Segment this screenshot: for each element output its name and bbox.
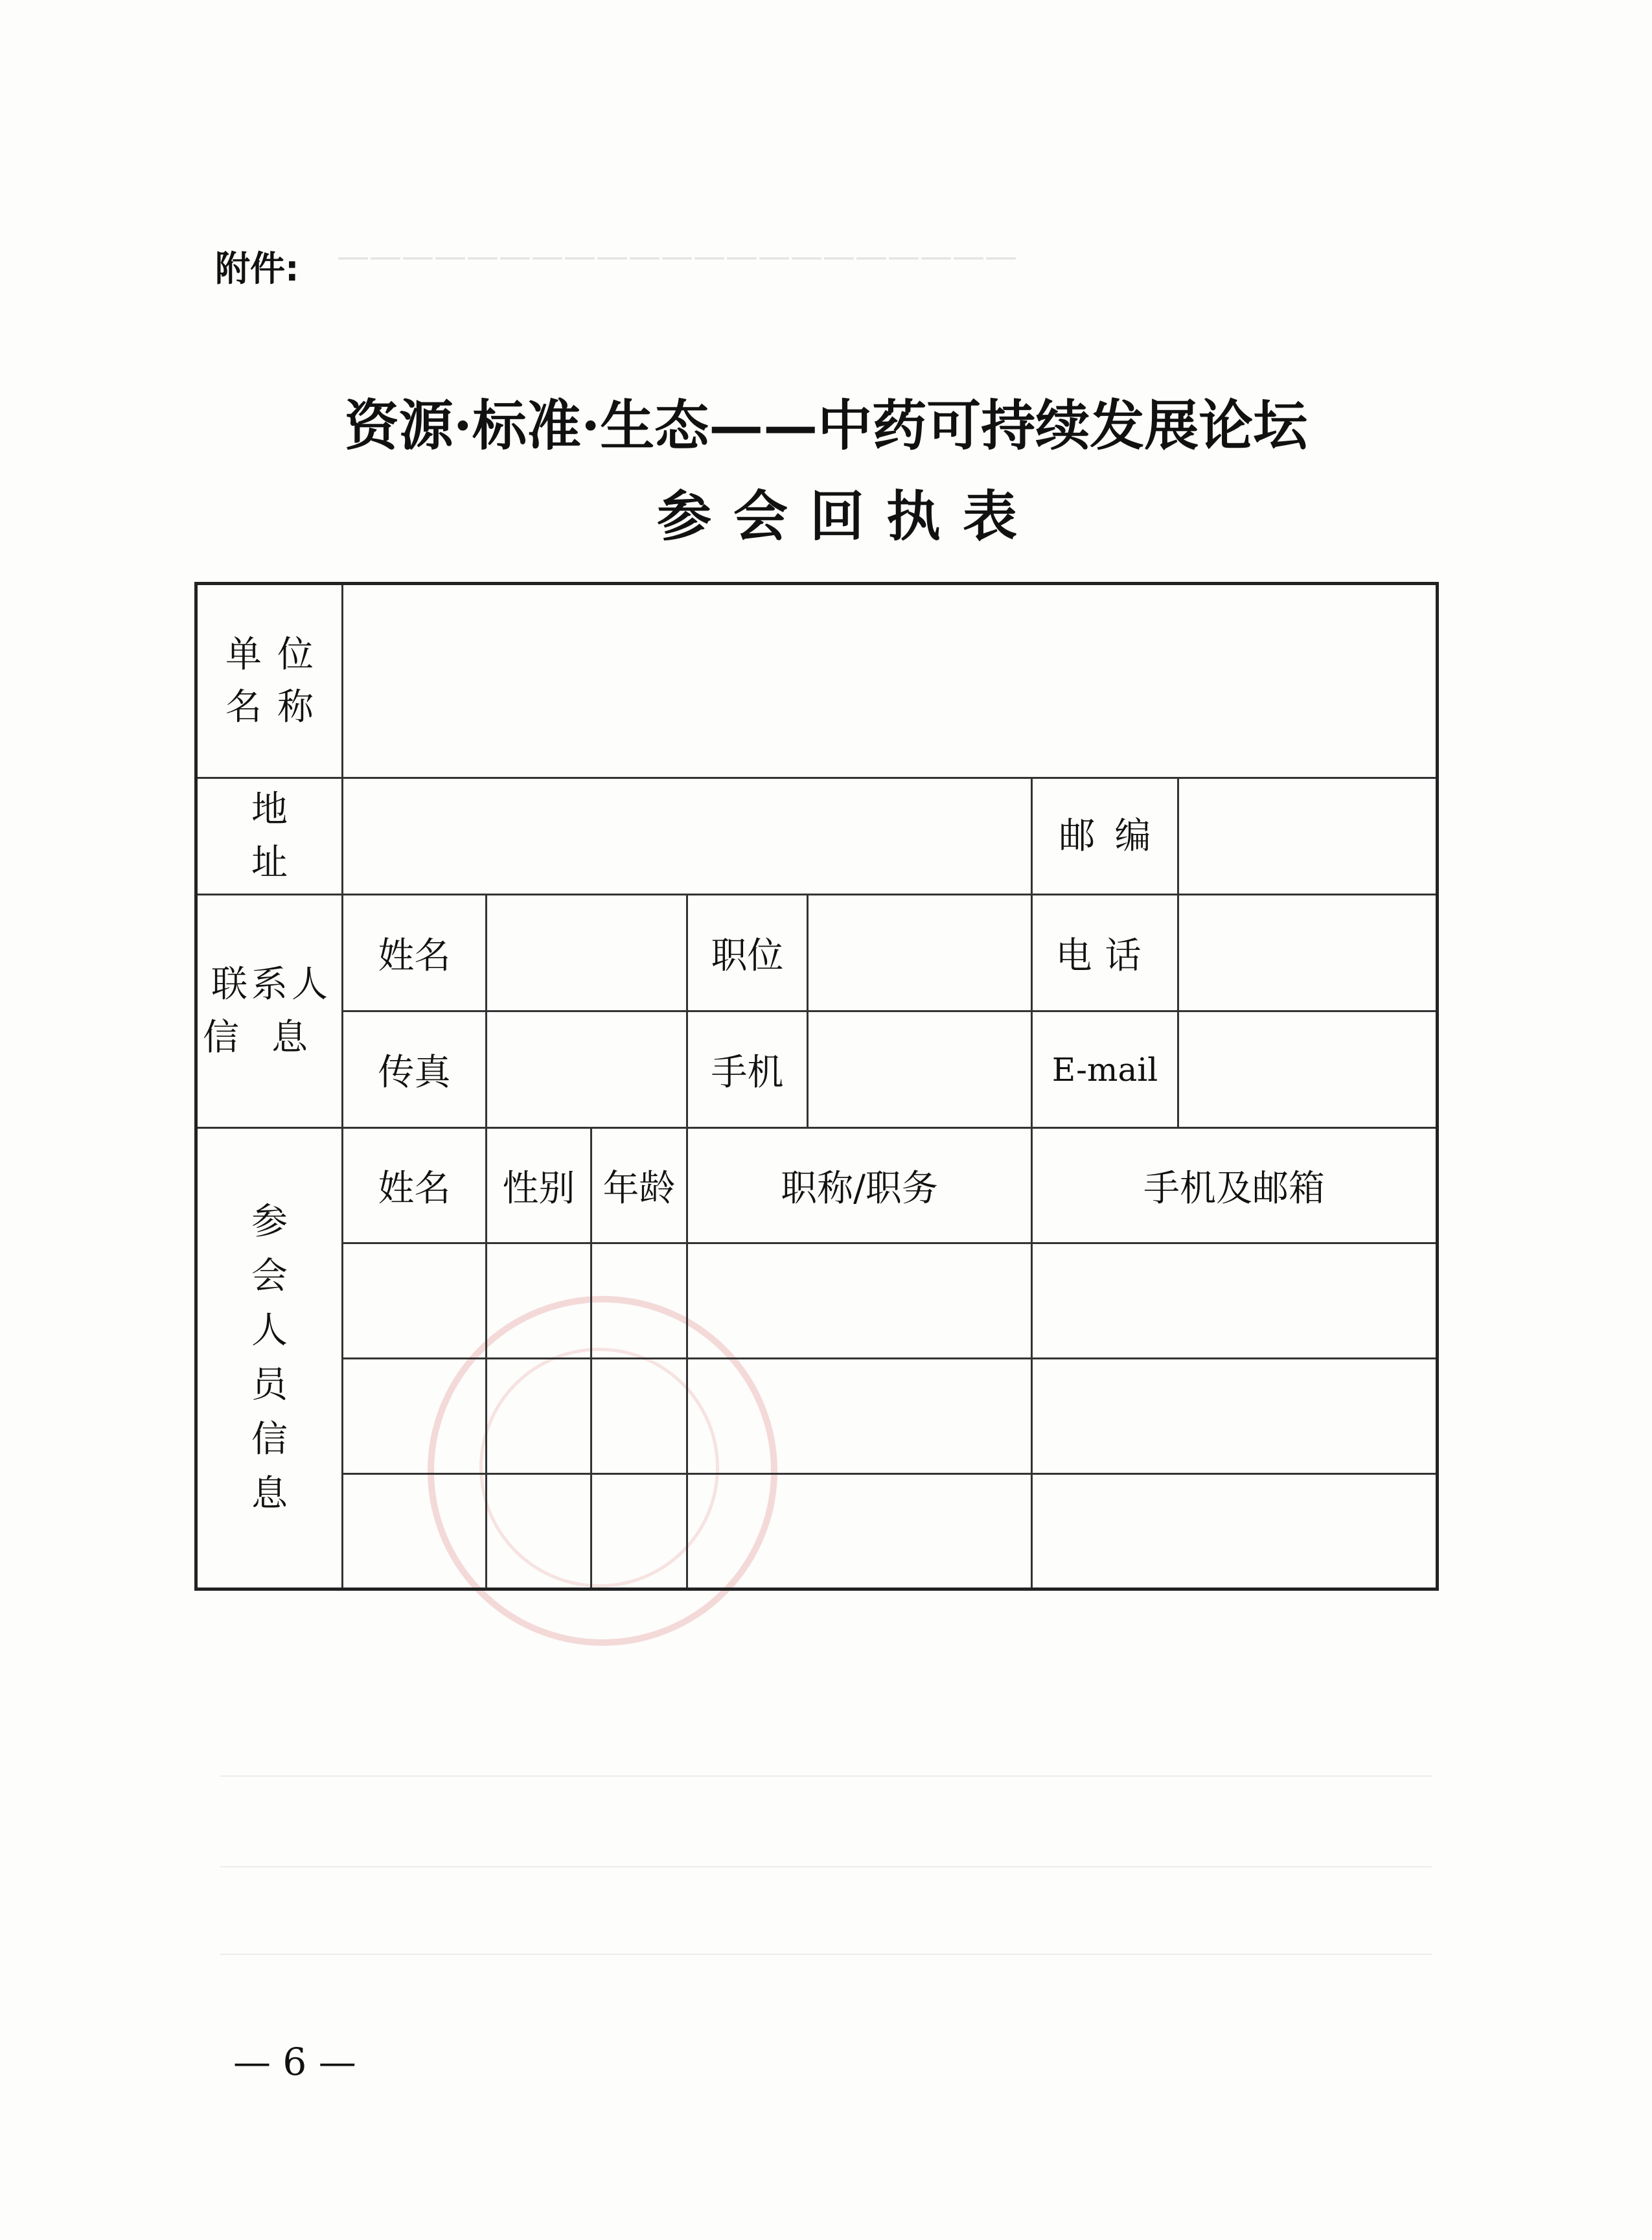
contact-label-cell — [196, 895, 343, 1128]
address-label: 地址 — [251, 789, 333, 884]
contact-row-1 — [196, 895, 1438, 1011]
contact-label-line1: 联系人 — [211, 964, 332, 1006]
attendee-name-input[interactable] — [343, 1474, 487, 1589]
postcode-label: 邮编 — [1059, 814, 1171, 857]
attendee-name-input[interactable] — [343, 1243, 487, 1359]
org-name-row — [196, 584, 1438, 778]
contact-position-input[interactable] — [808, 895, 1032, 1011]
attendee-label-char: 息 — [251, 1473, 288, 1515]
attendee-label-char: 会 — [251, 1255, 288, 1297]
attendee-title-input[interactable] — [687, 1474, 1032, 1589]
contact-fax-label: 传真 — [343, 1011, 487, 1128]
contact-label-line2: 信息 — [203, 1016, 340, 1059]
org-name-label-line2: 名称 — [225, 686, 329, 728]
registration-form-table — [194, 582, 1439, 1591]
attendee-row — [196, 1243, 1438, 1359]
contact-name-label: 姓名 — [343, 895, 487, 1011]
form-subtitle: 参会回执表 — [656, 484, 1039, 548]
contact-fax-input[interactable] — [487, 1011, 687, 1128]
attendee-label-char: 员 — [251, 1364, 288, 1406]
attendee-contact-input[interactable] — [1032, 1243, 1438, 1359]
attachment-label: 附件: — [215, 248, 299, 289]
contact-position-label: 职位 — [687, 895, 808, 1011]
contact-name-input[interactable] — [487, 895, 687, 1011]
contact-phone-input[interactable] — [1178, 895, 1438, 1011]
attendee-age-input[interactable] — [591, 1359, 687, 1474]
attendee-col-gender: 性别 — [487, 1128, 591, 1243]
attendee-label-char: 人 — [251, 1310, 288, 1352]
show-through-rule — [220, 1954, 1432, 1955]
contact-mobile-input[interactable] — [808, 1011, 1032, 1128]
attendee-label-char: 参 — [251, 1201, 288, 1243]
attendee-header-row — [196, 1128, 1438, 1243]
attendee-title-input[interactable] — [687, 1243, 1032, 1359]
attendee-gender-input[interactable] — [487, 1243, 591, 1359]
page-number: — 6 — — [233, 2040, 356, 2084]
address-label-cell — [196, 778, 343, 895]
attendee-age-input[interactable] — [591, 1474, 687, 1589]
show-through-rule — [220, 1866, 1432, 1867]
attendee-col-name: 姓名 — [343, 1128, 487, 1243]
org-name-input-cell[interactable] — [343, 584, 1438, 778]
attendee-gender-input[interactable] — [487, 1359, 591, 1474]
show-through-rule — [220, 1775, 1432, 1777]
org-name-label-cell — [196, 584, 343, 778]
attendee-row — [196, 1474, 1438, 1589]
attendee-label-char: 信 — [251, 1418, 288, 1461]
contact-email-input[interactable] — [1178, 1011, 1438, 1128]
address-input-cell[interactable] — [343, 778, 1032, 895]
show-through-text: ————————————————————— — [337, 237, 1017, 275]
attendee-col-contact: 手机及邮箱 — [1032, 1128, 1438, 1243]
contact-row-2 — [196, 1011, 1438, 1128]
org-name-label-line1: 单位 — [225, 633, 329, 676]
contact-phone-label: 电话 — [1032, 895, 1178, 1011]
contact-mobile-label: 手机 — [687, 1011, 808, 1128]
attendee-contact-input[interactable] — [1032, 1359, 1438, 1474]
attendee-col-age: 年龄 — [591, 1128, 687, 1243]
attendee-age-input[interactable] — [591, 1243, 687, 1359]
attendee-row — [196, 1359, 1438, 1474]
postcode-label-cell — [1032, 778, 1178, 895]
attendee-name-input[interactable] — [343, 1359, 487, 1474]
attendee-label-cell — [196, 1128, 343, 1589]
address-row — [196, 778, 1438, 895]
attendee-col-title: 职称/职务 — [687, 1128, 1032, 1243]
form-title: 资源·标准·生态——中药可持续发展论坛 — [344, 393, 1308, 457]
postcode-input-cell[interactable] — [1178, 778, 1438, 895]
attendee-gender-input[interactable] — [487, 1474, 591, 1589]
attendee-title-input[interactable] — [687, 1359, 1032, 1474]
contact-email-label: E-mail — [1032, 1011, 1178, 1128]
attendee-contact-input[interactable] — [1032, 1474, 1438, 1589]
